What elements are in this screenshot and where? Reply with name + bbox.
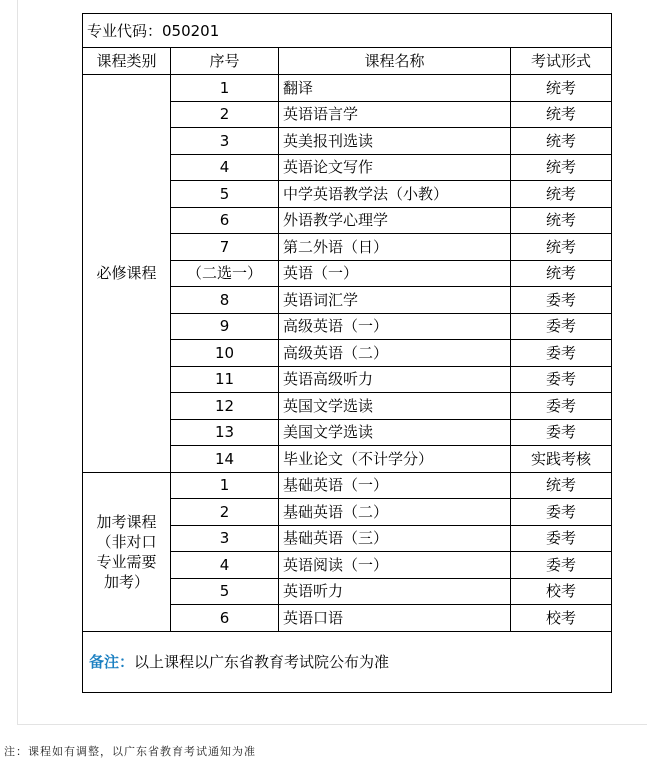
header-row	[83, 48, 612, 75]
exam-type-cell: 委考	[511, 313, 612, 340]
exam-type-cell: 委考	[511, 393, 612, 420]
exam-type-cell: 统考	[511, 154, 612, 181]
exam-type-cell: 委考	[511, 287, 612, 314]
seq-cell: 9	[171, 313, 279, 340]
exam-type-cell: 委考	[511, 419, 612, 446]
seq-cell: 11	[171, 366, 279, 393]
course-name-cell: 英语听力	[279, 578, 511, 605]
exam-type-cell: 委考	[511, 552, 612, 579]
seq-cell: 6	[171, 605, 279, 632]
course-name-cell: 基础英语（三）	[279, 525, 511, 552]
table-row	[83, 472, 612, 499]
footer-note: 注：课程如有调整，以广东省教育考试通知为准	[4, 745, 256, 758]
exam-type-cell: 委考	[511, 525, 612, 552]
seq-cell: 5	[171, 578, 279, 605]
table-row	[83, 75, 612, 102]
course-name-cell: 外语教学心理学	[279, 207, 511, 234]
exam-type-cell: 委考	[511, 499, 612, 526]
seq-cell: 2	[171, 101, 279, 128]
course-name-cell: 中学英语教学法（小教）	[279, 181, 511, 208]
seq-cell: 12	[171, 393, 279, 420]
course-name-cell: 英语高级听力	[279, 366, 511, 393]
header-category: 课程类别	[83, 48, 171, 75]
exam-type-cell: 委考	[511, 366, 612, 393]
course-name-cell: 英语口语	[279, 605, 511, 632]
course-name-cell: 翻译	[279, 75, 511, 102]
course-name-cell: 英国文学选读	[279, 393, 511, 420]
course-name-cell: 英语论文写作	[279, 154, 511, 181]
course-name-cell: 第二外语（日）	[279, 234, 511, 261]
course-name-cell: 基础英语（二）	[279, 499, 511, 526]
course-name-cell: 毕业论文（不计学分）	[279, 446, 511, 473]
category-extra-line: 加考课程	[96, 512, 157, 531]
exam-type-cell: 统考	[511, 101, 612, 128]
seq-cell: 7	[171, 234, 279, 261]
course-name-cell: 英语词汇学	[279, 287, 511, 314]
exam-type-cell: 统考	[511, 234, 612, 261]
course-name-cell: 高级英语（二）	[279, 340, 511, 367]
seq-cell: 8	[171, 287, 279, 314]
exam-type-cell: 统考	[511, 128, 612, 155]
header-exam: 考试形式	[511, 48, 612, 75]
seq-cell: 4	[171, 552, 279, 579]
exam-type-cell: 统考	[511, 207, 612, 234]
remark-text: 以上课程以广东省教育考试院公布为准	[134, 652, 390, 671]
exam-type-cell: 校考	[511, 605, 612, 632]
remark-row	[83, 631, 612, 692]
category-extra-line: 加考）	[103, 572, 149, 591]
category-extra-line: 专业需要	[96, 552, 157, 571]
course-name-cell: 基础英语（一）	[279, 472, 511, 499]
exam-type-cell: 统考	[511, 75, 612, 102]
seq-cell: 3	[171, 525, 279, 552]
category-required: 必修课程	[83, 75, 171, 473]
exam-type-cell: 委考	[511, 340, 612, 367]
seq-cell: 5	[171, 181, 279, 208]
header-seq: 序号	[171, 48, 279, 75]
exam-type-cell: 统考	[511, 472, 612, 499]
seq-cell: 3	[171, 128, 279, 155]
major-code: 专业代码：050201	[83, 14, 612, 48]
seq-cell: 14	[171, 446, 279, 473]
seq-cell: 6	[171, 207, 279, 234]
exam-type-cell: 校考	[511, 578, 612, 605]
course-name-cell: 英语（一）	[279, 260, 511, 287]
header-name: 课程名称	[279, 48, 511, 75]
remark-label: 备注：	[89, 652, 135, 671]
seq-cell: 1	[171, 75, 279, 102]
course-name-cell: 高级英语（一）	[279, 313, 511, 340]
course-name-cell: 美国文学选读	[279, 419, 511, 446]
exam-type-cell: 统考	[511, 260, 612, 287]
seq-cell: 13	[171, 419, 279, 446]
course-table	[82, 13, 612, 693]
seq-cell: 10	[171, 340, 279, 367]
exam-type-cell: 实践考核	[511, 446, 612, 473]
exam-type-cell: 统考	[511, 181, 612, 208]
remark	[83, 631, 612, 692]
category-extra-line: （非对口	[96, 532, 157, 551]
seq-cell: 4	[171, 154, 279, 181]
seq-cell: 2	[171, 499, 279, 526]
seq-cell: （二选一）	[171, 260, 279, 287]
course-name-cell: 英语语言学	[279, 101, 511, 128]
course-name-cell: 英美报刊选读	[279, 128, 511, 155]
course-name-cell: 英语阅读（一）	[279, 552, 511, 579]
category-extra	[83, 472, 171, 631]
seq-cell: 1	[171, 472, 279, 499]
